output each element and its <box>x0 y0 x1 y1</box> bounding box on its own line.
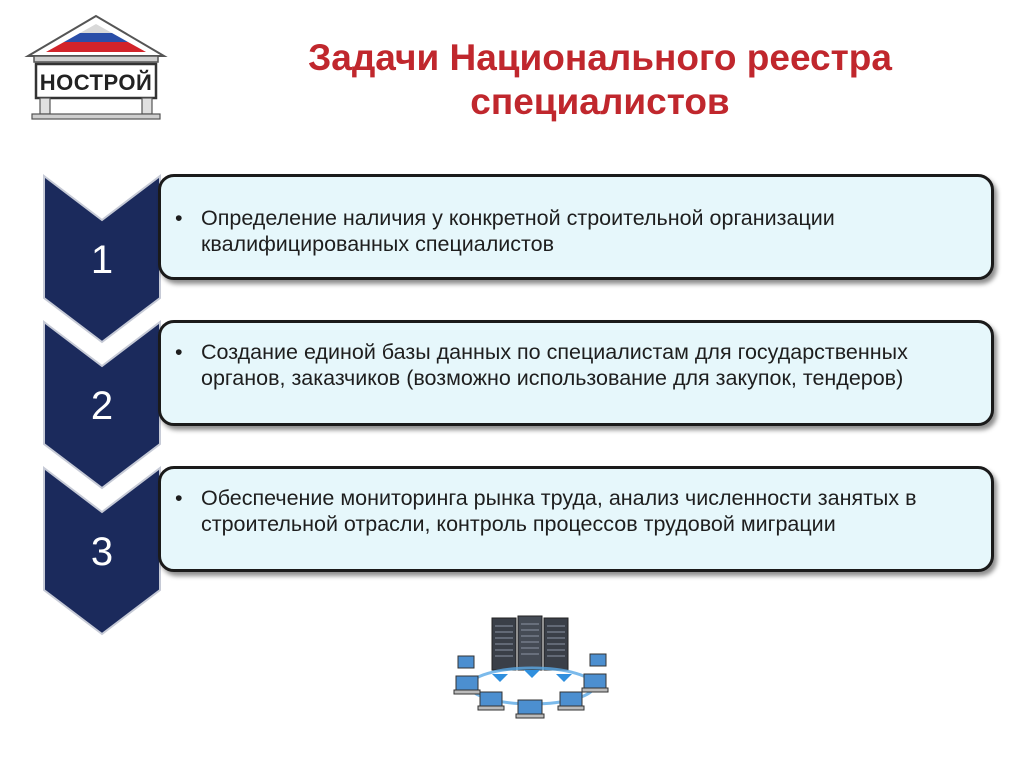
step-2-text: Создание единой базы данных по специалистам для государственных органов, заказчиков (возможно использование для закупок, тендеров) <box>201 340 908 390</box>
step-3-box <box>158 466 994 572</box>
step-2-number: 2 <box>90 384 114 428</box>
step-1-item <box>161 177 991 257</box>
step-3-item <box>161 469 991 537</box>
page-title <box>240 36 960 124</box>
step-2-box <box>158 320 994 426</box>
step-1-number: 1 <box>90 238 114 282</box>
nostroy-logo <box>24 14 168 120</box>
title-line-1: Задачи Национального реестра <box>308 37 892 78</box>
server-network-illustration <box>452 612 612 724</box>
bullet-2: • <box>175 340 183 364</box>
bullet-1: • <box>175 206 183 230</box>
step-3-number: 3 <box>90 530 114 574</box>
bullet-3: • <box>175 486 183 510</box>
logo-text: НОСТРОЙ <box>39 70 153 95</box>
step-1-text: Определение наличия у конкретной строительной организации квалифицированных специалистов <box>201 206 835 256</box>
step-2-item <box>161 323 991 391</box>
title-line-2: специалистов <box>470 81 730 122</box>
server-rack-icon <box>492 616 568 670</box>
step-3-text: Обеспечение мониторинга рынка труда, анализ численности занятых в строительной отрасли, контроль процессов трудовой миграции <box>201 486 917 536</box>
step-3-chevron <box>42 466 162 638</box>
step-1-box <box>158 174 994 280</box>
